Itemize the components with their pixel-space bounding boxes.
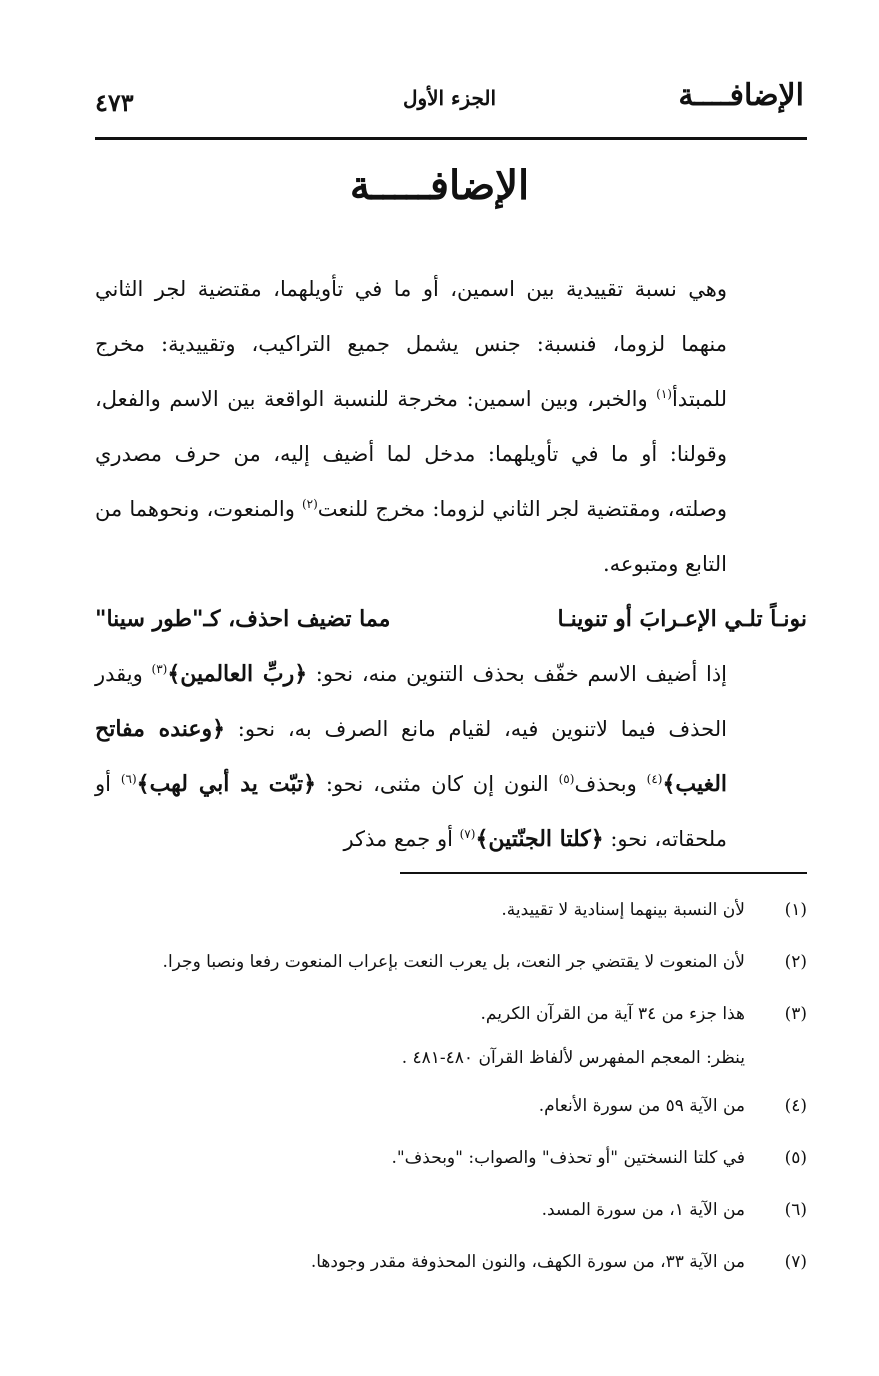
running-header	[95, 78, 804, 128]
footnote	[95, 1252, 807, 1304]
footnote-text: ينظر: المعجم المفهرس لألفاظ القرآن ٤٨٠-٤٨١ .	[401, 1048, 745, 1068]
main-text	[95, 262, 807, 867]
volume-label: الجزء الأول	[402, 86, 497, 110]
footnote-text: من الآية ٥٩ من سورة الأنعام.	[538, 1096, 745, 1116]
page-number: ٤٧٣	[95, 88, 134, 117]
footnote-ref-1: (١)	[656, 387, 672, 401]
verse-second-hemistich: مما تضيف احذف، كـ"طور سينا"	[95, 606, 391, 632]
page-title: الإضافـــــة	[349, 162, 530, 209]
footnote-number: (٢)	[784, 952, 807, 972]
footnote-ref-2: (٢)	[301, 497, 318, 511]
footnote-separator	[400, 872, 807, 874]
footnote-text: من الآية ١، من سورة المسد.	[541, 1200, 745, 1220]
quran-quote-2: ﴿وعنده مفاتح الغيب﴾	[95, 716, 728, 797]
footnote-number: (٧)	[784, 1252, 807, 1272]
footnote-ref-3: (٣)	[151, 662, 168, 676]
quran-quote-4: ﴿كلتا الجنّتين﴾	[475, 826, 604, 852]
footnote-text: هذا جزء من ٣٤ آية من القرآن الكريم.	[480, 1004, 745, 1024]
footnote-text: في كلتا النسختين "أو تحذف" والصواب: "وبحذف".	[391, 1148, 745, 1168]
footnote-ref-4: (٤)	[646, 772, 663, 786]
footnote	[95, 1096, 807, 1148]
poetry-verse	[95, 592, 807, 647]
quran-quote-1: ﴿ربِّ العالمين﴾	[167, 661, 308, 687]
footnote-number: (١)	[784, 900, 807, 920]
footnote-number: (٤)	[784, 1096, 807, 1116]
footnote-text: من الآية ٣٣، من سورة الكهف، والنون المحذوفة مقدر وجودها.	[310, 1252, 745, 1272]
footnote-ref-5: (٥)	[558, 772, 575, 786]
header-rule	[95, 137, 807, 140]
footnote	[95, 1200, 807, 1252]
footnote	[95, 1148, 807, 1200]
footnotes	[95, 900, 807, 1304]
footnote-text: لأن النسبة بينهما إسنادية لا تقييدية.	[501, 900, 745, 920]
footnote-continuation	[95, 1048, 807, 1096]
footnote-number: (٣)	[784, 1004, 807, 1024]
paragraph-explanation: إذا أضيف الاسم خفّف بحذف التنوين منه، نحو: ﴿ربِّ العالمين﴾$^{(٣)}$ ويقدر الحذف فيما لاتنوين فيه، لقيام مانع الصرف به، نحو: ﴿وعنده مفاتح الغيب﴾$^{(٤)}$ وبحذف$^{(٥)}$ النون إن كان مثنى، نحو: ﴿تبّت يد أبي لهب﴾$^{(٦)}$ أو ملحقاته، نحو: ﴿كلتا الجنّتين﴾$^{(٧)}$ أو جمع مذكر	[95, 661, 728, 852]
quran-quote-3: ﴿تبّت يد أبي لهب﴾	[136, 771, 317, 797]
footnote-text: لأن المنعوت لا يقتضي جر النعت، بل يعرب النعت بإعراب المنعوت رفعا ونصبا وجرا.	[162, 952, 745, 972]
footnote	[95, 952, 807, 1004]
footnote-ref-7: (٧)	[459, 827, 476, 841]
footnote	[95, 900, 807, 952]
footnote-ref-6: (٦)	[120, 772, 137, 786]
footnote-number: (٦)	[784, 1200, 807, 1220]
paragraph-definition: وهي نسبة تقييدية بين اسمين، أو ما في تأويلهما، مقتضية لجر الثاني منهما لزوما، فنسبة: جنس يشمل جميع التراكيب، وتقييدية: مخرج للمبتدأ$^{(١)}$ والخبر، وبين اسمين: مخرجة للنسبة الواقعة بين الاسم والفعل، وقولنا: أو ما في تأويلهما: مدخل لما أضيف إليه، من حرف مصدري وصلته، ومقتضية لجر الثاني لزوما: مخرج للنعت$^{(٢)}$ والمنعوت، ونحوهما من التابع ومتبوعه.	[95, 277, 727, 576]
footnote-number: (٥)	[784, 1148, 807, 1168]
chapter-name: الإضافــــة	[678, 78, 804, 113]
verse-first-hemistich: نونـاً تلـي الإعـرابَ أو تنوينـا	[557, 606, 807, 632]
